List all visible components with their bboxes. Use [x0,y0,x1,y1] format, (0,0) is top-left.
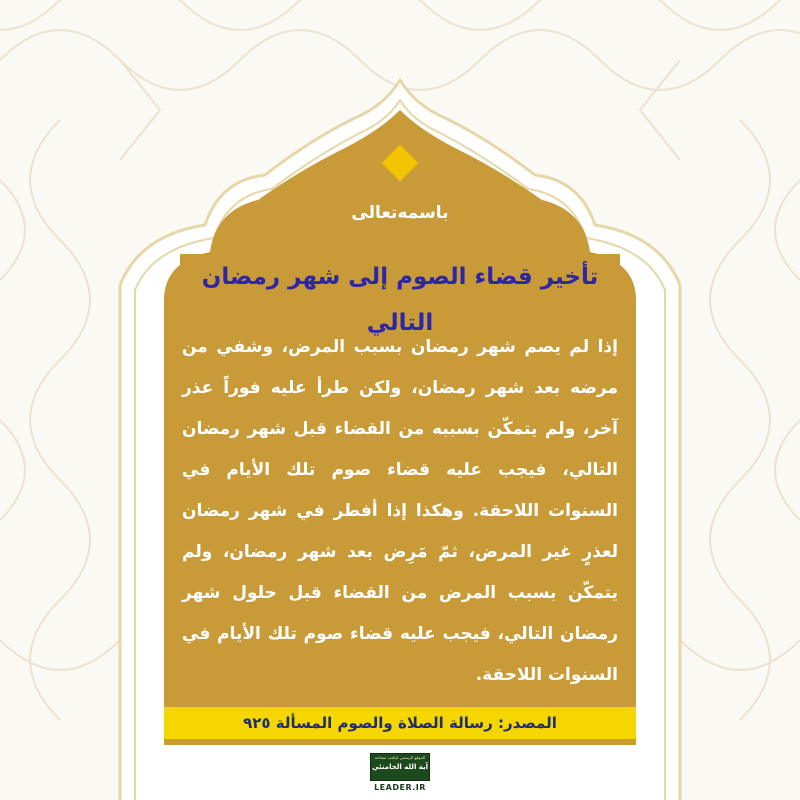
title-banner [180,254,620,336]
logo-emblem [370,753,430,781]
source-citation: المصدر: رسالة الصلاة والصوم المسألة ٩٢٥ [243,714,557,732]
logo-name-text: آية الله الخامنئي [371,763,429,771]
source-bar [164,707,636,739]
ruling-paragraph: إذا لم يصم شهر رمضان بسبب المرض، وشفي من مرضه بعد شهر رمضان، ولكن طرأ عليه فوراً عذر آخر، ولم يتمكّن بسببه من القضاء قبل شهر رمضان التالي، فيجب عليه قضاء صوم تلك الأيام في السنوات اللاحقة. وهكذا إذا أفطر في شهر رمضان لعذرٍ غير المرض، ثمّ مَرِض بعد شهر رمضان، ولم يتمكّن بسبب المرض من القضاء قبل حلول شهر رمضان التالي، فيجب عليه قضاء صوم تلك الأيام في السنوات اللاحقة. [182,337,618,685]
page-title: تأخیر قضاء الصوم إلی شهر رمضان التالي [201,264,599,336]
logo-url: LEADER.IR [374,783,426,792]
leader-logo[interactable] [362,753,438,793]
logo-office-text: الموقع الرسمي لمكتب سماحة [374,755,426,760]
bismillah-heading: باسمه‌تعالی [351,203,449,223]
